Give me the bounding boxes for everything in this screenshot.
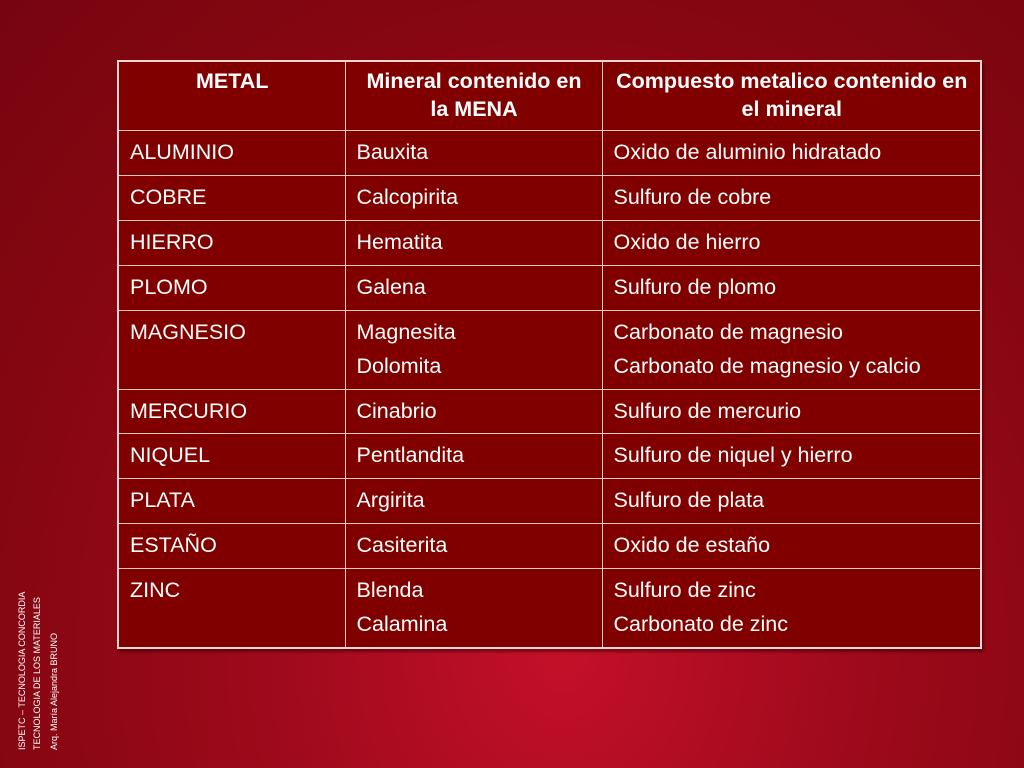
cell-metal: ALUMINIO (118, 130, 345, 175)
cell-metal: ESTAÑO (118, 524, 345, 569)
compound-name: Carbonato de magnesio y calcio (613, 353, 921, 378)
compound-name: Carbonato de zinc (613, 612, 788, 637)
cell-mineral (345, 310, 602, 389)
cell-metal: PLOMO (118, 265, 345, 310)
cell-mineral (345, 389, 602, 434)
cell-compound (602, 389, 981, 434)
table-row (118, 479, 981, 524)
cell-metal: ZINC (118, 569, 345, 648)
mineral-name: Galena (356, 274, 426, 299)
mineral-name: Hematita (356, 229, 443, 254)
cell-mineral (345, 479, 602, 524)
cell-compound (602, 220, 981, 265)
compound-name: Sulfuro de cobre (613, 184, 772, 209)
mineral-name: Casiterita (356, 533, 448, 558)
cell-mineral (345, 130, 602, 175)
cell-mineral (345, 220, 602, 265)
table-row (118, 310, 981, 389)
cell-mineral (345, 434, 602, 479)
footer-course: TECNOLOGIA DE LOS MATERIALES (32, 597, 42, 750)
cell-metal: PLATA (118, 479, 345, 524)
table-body (118, 130, 981, 648)
mineral-name: Calamina (356, 612, 448, 637)
cell-compound (602, 569, 981, 648)
cell-mineral (345, 569, 602, 648)
cell-compound (602, 524, 981, 569)
mineral-name: Dolomita (356, 353, 442, 378)
footer-institution: ISPETC – TECNOLOGIA CONCORDIA (17, 591, 27, 750)
cell-metal: COBRE (118, 175, 345, 220)
table-row (118, 434, 981, 479)
cell-compound (602, 479, 981, 524)
compound-name: Oxido de aluminio hidratado (613, 139, 882, 164)
mineral-name: Bauxita (356, 139, 429, 164)
table-row (118, 524, 981, 569)
table-row (118, 569, 981, 648)
header-mineral: Mineral contenido en la MENA (345, 61, 602, 130)
cell-compound (602, 265, 981, 310)
cell-compound (602, 175, 981, 220)
compound-name: Sulfuro de mercurio (613, 398, 802, 423)
table-row (118, 265, 981, 310)
cell-compound (602, 130, 981, 175)
mineral-name: Cinabrio (356, 398, 437, 423)
compound-name: Sulfuro de zinc (613, 578, 756, 603)
cell-metal: MAGNESIO (118, 310, 345, 389)
table-row (118, 130, 981, 175)
cell-metal: HIERRO (118, 220, 345, 265)
header-metal: METAL (118, 61, 345, 130)
compound-name: Sulfuro de plomo (613, 274, 777, 299)
table-row (118, 175, 981, 220)
header-compound: Compuesto metalico contenido en el mineral (602, 61, 981, 130)
compound-name: Sulfuro de plata (613, 488, 765, 513)
cell-mineral (345, 265, 602, 310)
mineral-name: Magnesita (356, 319, 456, 344)
cell-metal: NIQUEL (118, 434, 345, 479)
cell-metal: MERCURIO (118, 389, 345, 434)
cell-compound (602, 434, 981, 479)
mineral-name: Pentlandita (356, 443, 465, 468)
footer-author: Arq. María Alejandra BRUNO (49, 632, 59, 750)
cell-compound (602, 310, 981, 389)
compound-name: Oxido de estaño (613, 533, 771, 558)
cell-mineral (345, 524, 602, 569)
mineral-name: Calcopirita (356, 184, 459, 209)
table-row (118, 389, 981, 434)
mineral-name: Argirita (356, 488, 425, 513)
table-row (118, 220, 981, 265)
compound-name: Sulfuro de niquel y hierro (613, 443, 853, 468)
metals-table (117, 60, 982, 649)
mineral-name: Blenda (356, 578, 424, 603)
compound-name: Oxido de hierro (613, 229, 761, 254)
compound-name: Carbonato de magnesio (613, 319, 843, 344)
cell-mineral (345, 175, 602, 220)
table-header-row (118, 61, 981, 130)
